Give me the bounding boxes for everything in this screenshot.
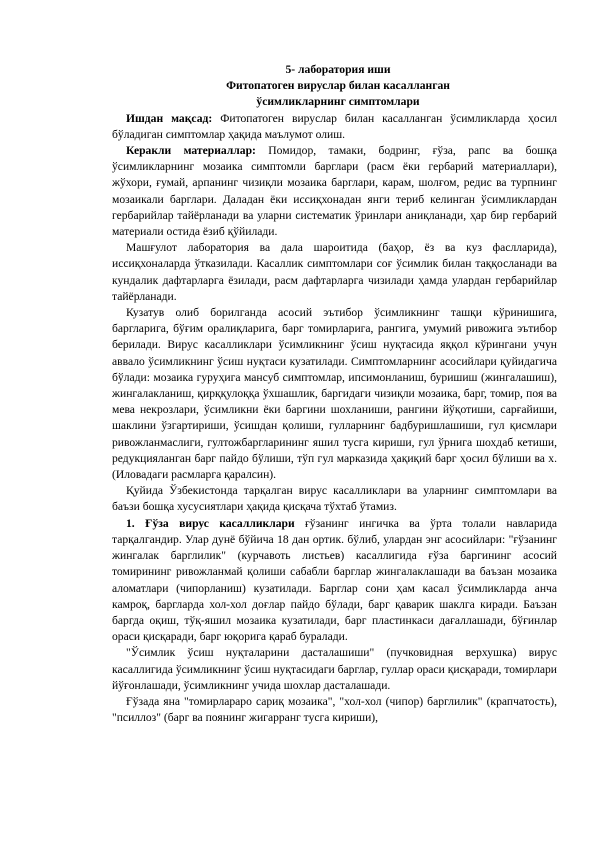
paragraph-lead: Керакли материаллар: [126, 144, 256, 158]
paragraph-text: Фитопатоген вируслар билан касалланган ўсимликларда ҳосил бўладиган симптомлар ҳақида маълумот олиш. [112, 111, 557, 141]
paragraph-text: Помидор, тамаки, бодринг, ғўза, рапс ва бошқа ўсимликларнинг мозаика симптомли барглари (расм ёки гербарий материаллари), жўхори, ғумай, арпанинг чизиқли мозаика барглари, карам, шолғом, редис ва турпнинг мозаикали барглари. Даладан ёки иссиқхонадан янги териб келинган ўсимликлардан гербарийлар тайёрланади ва уларни систематик ўринлари аниқланади, ҳар бир гербарий материали остида ёзиб қўйилади. [112, 144, 557, 239]
paragraph-text: Ғўзада яна "томирлараро сариқ мозаика", "хол-хол (чипор) барглилик" (крапчатость), "псиллоз" (барг ва поянинг жигарранг тусга кириши), [112, 694, 557, 725]
paragraph-observation [112, 305, 557, 483]
paragraph-intro [112, 483, 557, 515]
paragraph-text: "Ўсимлик ўсиш нуқталарини дасталашиши" (пучковидная верхушка) вирус касаллигида ўсимликнинг ўсиш нуқтасидаги барглар, гуллар ораси қисқаради, томирлари йўғонлашади, ўсимликнинг учида шохлар дасталашади. [112, 646, 557, 692]
lab-number-title: 5- лаборатория иши [285, 63, 391, 76]
document-page [112, 62, 557, 726]
paragraph-text: Қуйида Ўзбекистонда тарқалган вирус касалликлари ва уларнинг симптомлари ва баъзи бошқа хусусиятлари ҳақида қисқача тўхтаб ўтамиз. [112, 484, 557, 514]
paragraph-procedure [112, 240, 557, 305]
paragraph-other-diseases [112, 694, 557, 726]
paragraph-lead: 1. Ғўза вирус касалликлари [126, 516, 295, 530]
paragraph-text: Кузатув олиб борилганда асосий эътибор ўсимликнинг ташқи кўринишига, баргларига, бўғим оралиқларига, барг томирларига, рангига, умумий ривожига эътибор берилади. Вирус касалликлари ўсимликнинг ўсиш нуқтасида яққол кўрингани учун аввало ўсимликнинг ўсиш нуқтаси кузатилади. Симптомларнинг асосийлари қуйидагича бўлади: мозаика гуруҳига мансуб симптомлар, ипсимонланиш, буришиш (жингалашиш), жингалакланиш, қирққулоққа ўхшашлик, баргидаги чизиқли мозаика, барг, томир, поя ва мева некрозлари, ўсимликни ёки баргини шохланиши, рангини йўқотиши, сарғайиши, шаклини ўзгартириши, ўсишдан қолиши, гулларнинг бадбуришлашиши, гул қисмлари ривожланмаслиги, гултожбаргларининг яшил тусга кириши, гул ўрнига шохдаб кетиши, редукцияланган барг пайдо бўлиши, тўп гул марказида ҳақиқий барг ҳосил бўлиши ва х. (Иловадаги расмларга қаралсин). [112, 306, 557, 482]
paragraph-text: ғўзанинг ингичка ва ўрта толали навларида тарқалгандир. Улар дунё бўйича 18 дан ортик. бўлиб, улардан энг асосийлари: "ғўзанинг жингалак барглилик" (курчавоть листьев) касаллигида ғўза баргининг асосий томирининг ривожланмай қолиши сабабли барглар жингалаклашади ва баъзан мозаика аломатлари (чипорланиш) кузатилади. Барглар сони ҳам касал ўсимликларда анча камроқ, баргларда хол-хол доғлар пайдо бўлади, барг қаварик шаклга киради. Баъзан баргда оқиш, тўқ-яшил мозаика кузатилади, барг пластинкаси дағаллашади, бўғинлар ораси қисқаради, барг юқорига қараб буралади. [112, 516, 557, 644]
document-title-line-2: ўсимликларнинг симптомлари [256, 95, 420, 109]
paragraph-lead: Ишдан мақсад: [126, 111, 213, 125]
paragraph-growth-point [112, 645, 557, 694]
paragraph-goal [112, 111, 557, 143]
document-title-line-1: Фитопатоген вируслар билан касалланган [226, 79, 450, 93]
paragraph-materials [112, 143, 557, 240]
paragraph-cotton-viruses [112, 516, 557, 646]
paragraph-text: Машғулот лаборатория ва дала шароитида (баҳор, ёз ва куз фаслларида), иссиқхоналарда ўтказилади. Касаллик симптомлари соғ ўсимлик билан таққосланади ва кундалик дафтарларга ёзилади, расм дафтарларга чизилади ҳамда улардан гербарийлар тайёрланади. [112, 241, 557, 303]
